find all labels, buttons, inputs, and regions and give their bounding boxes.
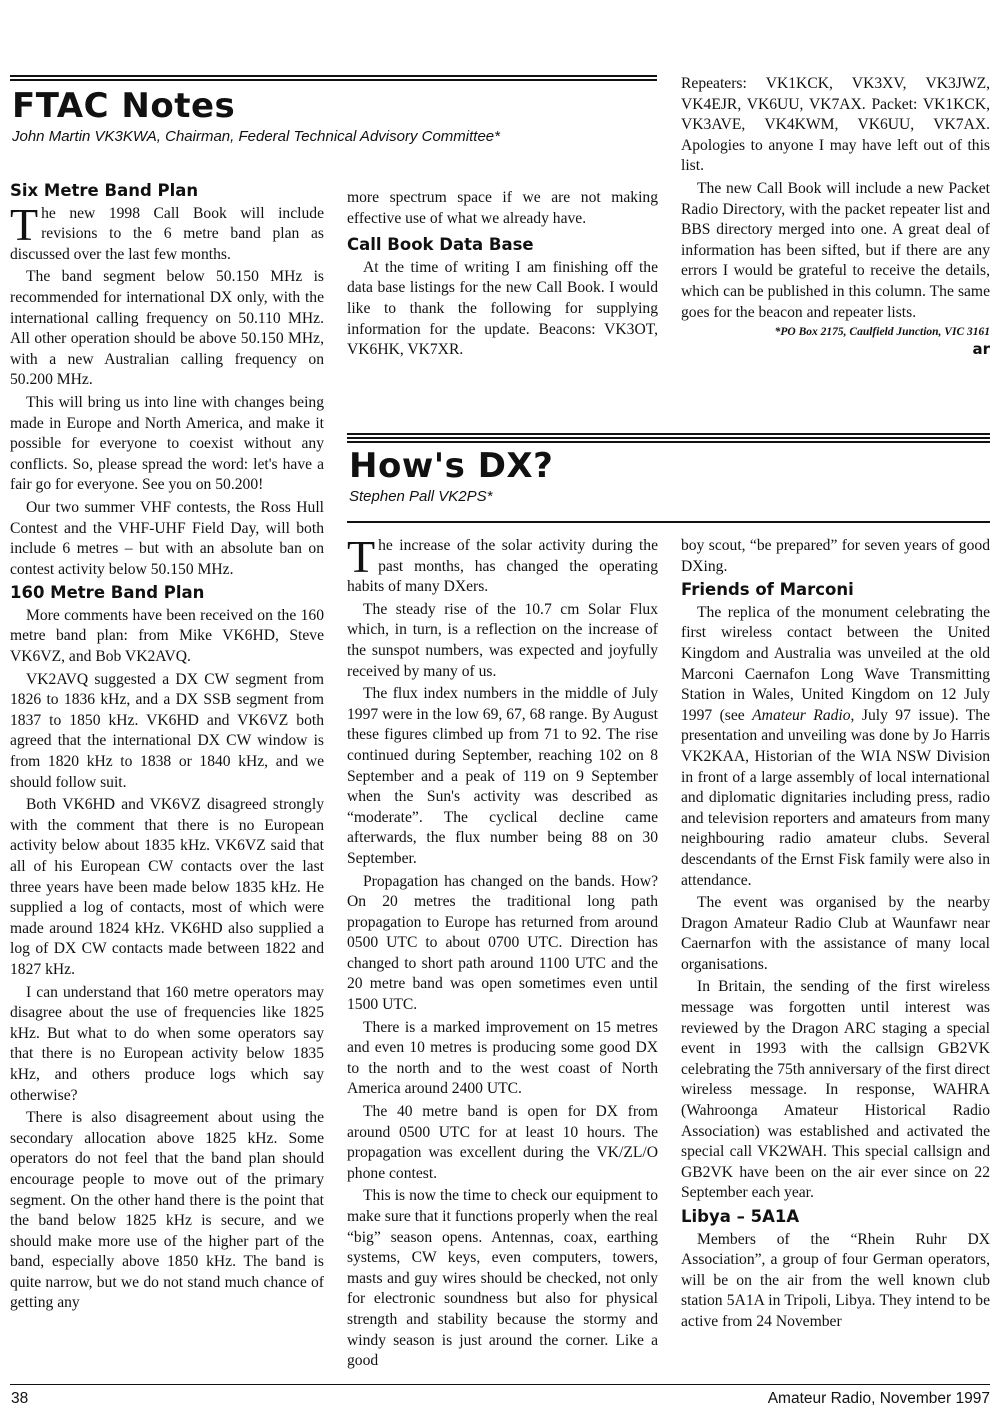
paragraph: This will bring us into line with changes being made in Europe and North America, and make it possible for everyone to coexist without any conflicts. So, please spread the word: let's have a fair go for everyone. See you on 50.200! bbox=[10, 393, 324, 494]
paragraph-text: he increase of the solar activity during the past months, has changed the operating habits of many DXers. bbox=[347, 537, 658, 596]
paragraph: The 40 metre band is open for DX from around 0500 UTC for at least 10 hours. The propagation was excellent during the VK/ZL/O phone contest. bbox=[347, 1103, 658, 1182]
section-heading: Libya – 5A1A bbox=[681, 1207, 800, 1226]
paragraph: Propagation has changed on the bands. How? On 20 metres the traditional long path propagation to Europe has returned from around 0500 UTC to about 0700 UTC. Direction has changed to short path around 1100 UTC and the 20 metre band was open sometimes even until 1500 UTC. bbox=[347, 872, 658, 1014]
paragraph: At the time of writing I am finishing off the data base listings for the new Call Book. I would like to thank the following for supplying information for the update. Beacons: VK3OT, VK6HK, VK7XR. bbox=[347, 258, 658, 359]
paragraph: There is also disagreement about using the secondary allocation above 1825 kHz. Some operators do not feel that the band plan should encourage people to move out of the primary segment. On the other hand there is the point that the band below 1825 kHz is secure, and we should make more use of the higher part of the band, especially above 1850 kHz. The band is quite narrow, but we do not stand much chance of getting any bbox=[10, 1109, 324, 1312]
header-rule bbox=[347, 433, 990, 445]
ftac-column-2 bbox=[347, 188, 658, 363]
paragraph-text: The replica of the monument celebrating the first wireless contact between the United Kingdom and Australia was unveiled at the old Marconi Caernafon Long Wave Transmitting Station in Wales, United Kingdom on 12 July 1997 (see bbox=[681, 603, 990, 724]
ftac-column-1 bbox=[10, 178, 324, 1316]
ftac-column-3 bbox=[681, 74, 990, 360]
section-heading: Six Metre Band Plan bbox=[10, 181, 199, 200]
publication-footer: Amateur Radio, November 1997 bbox=[767, 1390, 990, 1407]
paragraph: I can understand that 160 metre operators may disagree about the use of frequencies like 1825 kHz. But what to do when some operators say that there is no European activity below 1835 kHz, and others produce logs which say otherwise? bbox=[10, 983, 324, 1104]
paragraph: More comments have been received on the 160 metre band plan: from Mike VK6HD, Steve VK6VZ, and Bob VK2AVQ. bbox=[10, 606, 324, 666]
paragraph bbox=[681, 603, 990, 891]
paragraph: In Britain, the sending of the first wireless message was forgotten until interest was reviewed by the Dragon ARC staging a special event in 1993 with the callsign GB2VK celebrating the 75th anniversary of the first direct wireless message. In response, WAHRA (Wahroonga Amateur Historical Radio Association) was established and activated the special call VK2WAH. This special callsign and GB2VK have been on the air ever since on 22 September each year. bbox=[681, 978, 990, 1202]
section-heading: Call Book Data Base bbox=[347, 235, 534, 255]
dx-column-2 bbox=[347, 531, 658, 1374]
paragraph: more spectrum space if we are not making effective use of what we already have. bbox=[347, 189, 658, 227]
paragraph bbox=[10, 198, 324, 266]
paragraph: Our two summer VHF contests, the Ross Hull Contest and the VHF-UHF Field Day, will both include 6 metres – but with an absolute ban on contest activity below 50.150 MHz. bbox=[10, 498, 324, 578]
paragraph: Both VK6HD and VK6VZ disagreed strongly with the comment that there is no European activity below about 1835 kHz. VK6VZ said that all of his European CW contacts over the last three years have been made below 1835 kHz. He supplied a log of contacts, most of which were made around 1824 kHz. VK6HD also supplied a log of DX CW contacts made between 1822 and 1827 kHz. bbox=[10, 796, 324, 978]
paragraph bbox=[347, 531, 658, 598]
paragraph: Members of the “Rhein Ruhr DX Association”, a group of four German operators, will be on the air from the well known club station 5A1A in Tripoli, Libya. They intend to be active from 24 November bbox=[681, 1230, 990, 1330]
ftac-title-block bbox=[12, 86, 500, 145]
paragraph: The new Call Book will include a new Packet Radio Directory, with the packet repeater list and BBS directory merged into one. A great deal of information has been sifted, but if there are any errors I would be grateful to receive the details, which can be published in this column. The same goes for the beacon and repeater lists. bbox=[681, 179, 990, 321]
article-title: FTAC Notes bbox=[12, 86, 236, 126]
paragraph-text: he new 1998 Call Book will include revisions to the 6 metre band plan as discussed over the last few months. bbox=[10, 204, 324, 263]
header-rule bbox=[10, 75, 657, 83]
dx-column-3 bbox=[681, 536, 990, 1335]
paragraph-text: , July 97 issue). The presentation and unveiling was done by Jo Harris VK2KAA, Historian of the WIA NSW Division in front of a large assembly of local international and diplomatic dignitaries including press, radio and television reporters and amateurs from many neighbouring radio amateur clubs. Several descendants of the Ernst Fisk family were also in attendance. bbox=[681, 706, 990, 889]
paragraph: The steady rise of the 10.7 cm Solar Flux which, in turn, is a reflection on the increase of the sunspot numbers, was expected and joyfully received by many of us. bbox=[347, 600, 658, 680]
section-heading: Friends of Marconi bbox=[681, 580, 854, 600]
paragraph: boy scout, “be prepared” for seven years of good DXing. bbox=[681, 537, 990, 575]
article-byline: Stephen Pall VK2PS* bbox=[349, 488, 493, 505]
footer-rule bbox=[10, 1384, 990, 1385]
paragraph: Repeaters: VK1KCK, VK3XV, VK3JWZ, VK4EJR, VK6UU, VK7AX. Packet: VK1KCK, VK3AVE, VK4KWM, VK6UU, VK7AX. Apologies to anyone I may have left out of this list. bbox=[681, 75, 990, 175]
drop-cap: T bbox=[10, 198, 39, 250]
paragraph: This is now the time to check our equipment to make sure that it functions properly when the real “big” season opens. Antennas, coax, earthing systems, CW keys, even computers, towers, masts and guy wires should be checked, not only for electronic soundness but also for physical strength and stability because the stormy and windy season is just around the corner. Like a good bbox=[347, 1187, 658, 1370]
drop-cap: T bbox=[347, 531, 376, 582]
author-address: *PO Box 2175, Caulfield Junction, VIC 3161 bbox=[774, 326, 990, 339]
paragraph: VK2AVQ suggested a DX CW segment from 1826 to 1836 kHz, and a DX SSB segment from 1837 to 1850 kHz. VK6HD and VK6VZ both agreed that the international DX CW window is from 1820 kHz to 1838 or 1840 kHz, and we should follow suit. bbox=[10, 670, 324, 791]
publication-name: Amateur Radio bbox=[752, 706, 851, 724]
paragraph: The event was organised by the nearby Dragon Amateur Radio Club at Waunfawr near Caernarfon with the assistance of many local organisations. bbox=[681, 894, 990, 973]
paragraph: The flux index numbers in the middle of July 1997 were in the low 69, 67, 68 range. By August these figures climbed up from 71 to 92. The rise continued during September, reaching 102 on 8 September and a peak of 119 on 9 September when the Sun's activity was described as “moderate”. The cyclical decline came afterwards, the flux number being 88 on 30 September. bbox=[347, 685, 658, 867]
page-number: 38 bbox=[11, 1390, 29, 1407]
paragraph: The band segment below 50.150 MHz is recommended for international DX only, with the international calling frequency on 50.110 MHz. All other operation should be above 50.150 MHz, with a new Australian calling frequency on 50.200 MHz. bbox=[10, 268, 324, 389]
article-byline: John Martin VK3KWA, Chairman, Federal Technical Advisory Committee* bbox=[12, 128, 500, 145]
dx-title-block bbox=[349, 446, 553, 505]
article-title: How's DX? bbox=[349, 446, 554, 486]
section-rule bbox=[347, 521, 990, 523]
paragraph: There is a marked improvement on 15 metres and even 10 metres is producing some good DX to the north and to the west coast of North America around 2400 UTC. bbox=[347, 1018, 658, 1098]
section-heading: 160 Metre Band Plan bbox=[10, 583, 205, 603]
end-mark: ar bbox=[972, 340, 990, 359]
